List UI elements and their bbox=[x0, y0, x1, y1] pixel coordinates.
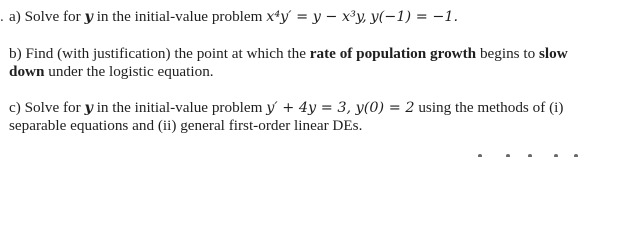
problem-c bbox=[9, 99, 563, 135]
problem-b-bold-rate: rate of population growth bbox=[309, 45, 477, 62]
problem-b bbox=[9, 45, 568, 81]
problem-c-label: c) bbox=[9, 99, 21, 116]
problem-b-text-3: under the logistic equation. bbox=[48, 63, 214, 80]
problem-b-bold-slow: slow bbox=[539, 45, 568, 62]
problem-b-label: b) bbox=[9, 45, 22, 62]
problem-a-line-1 bbox=[9, 8, 458, 26]
problem-c-line-2: separable equations and (ii) general first-order linear DEs. bbox=[9, 117, 363, 134]
margin-dash: . bbox=[0, 9, 4, 25]
problem-b-line-2 bbox=[9, 63, 568, 81]
problem-a-variable: y bbox=[84, 8, 93, 25]
problem-a-text: in the initial-value problem bbox=[96, 8, 263, 25]
cut-off-text-fragment bbox=[470, 149, 590, 157]
problem-c-text-2: using the methods of (i) bbox=[418, 99, 564, 116]
problem-a-equation: x⁴y′ = y − x³y, bbox=[266, 9, 367, 25]
problem-b-line-1 bbox=[9, 45, 568, 63]
problem-a bbox=[9, 8, 458, 26]
problem-c-text: in the initial-value problem bbox=[96, 99, 263, 116]
problem-c-equation: y′ + 4y = 3, y(0) = 2 bbox=[266, 100, 415, 116]
problem-a-label: a) bbox=[9, 8, 21, 25]
problem-a-condition: y(−1) = −1. bbox=[370, 9, 459, 25]
problem-b-text-1: Find (with justification) the point at which the bbox=[25, 45, 306, 62]
problem-c-variable: y bbox=[84, 99, 93, 116]
problem-b-bold-down: down bbox=[9, 63, 45, 80]
problem-b-text-2: begins to bbox=[479, 45, 536, 62]
problem-a-lead: Solve for bbox=[24, 8, 81, 25]
problem-c-line-1 bbox=[9, 99, 563, 117]
problem-c-lead: Solve for bbox=[24, 99, 81, 116]
